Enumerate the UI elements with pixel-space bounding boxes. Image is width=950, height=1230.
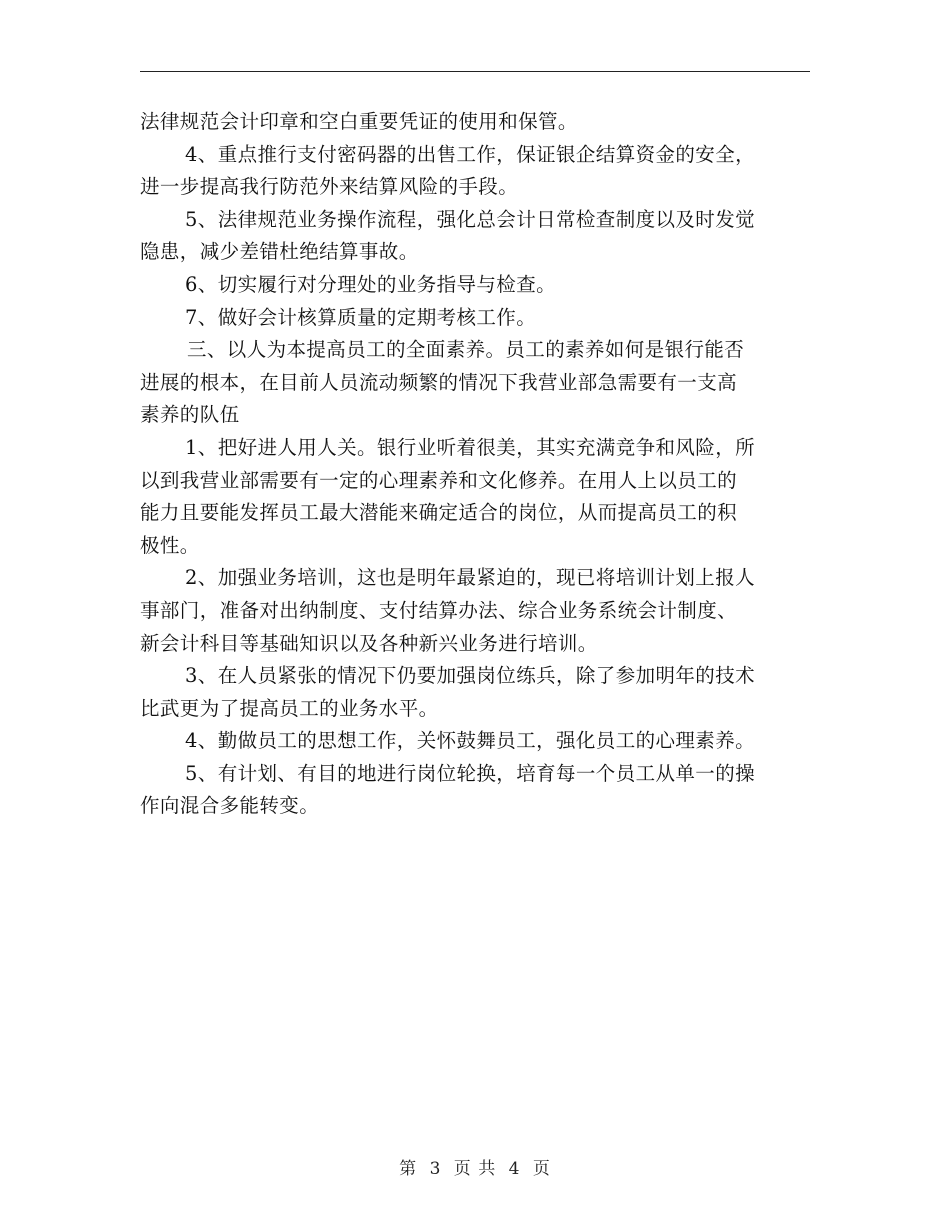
text-line: 2、加强业务培训，这也是明年最紧迫的，现已将培训计划上报人 bbox=[185, 566, 756, 590]
footer-prefix: 第 bbox=[399, 1159, 418, 1179]
text-line: 以到我营业部需要有一定的心理素养和文化修养。在用人上以员工的 bbox=[140, 468, 738, 492]
section-heading-line: 三、以人为本提高员工的全面素养。员工的素养如何是银行能否 bbox=[187, 338, 745, 362]
text-line: 新会计科目等基础知识以及各种新兴业务进行培训。 bbox=[140, 631, 598, 655]
footer-page-number: 3 bbox=[429, 1159, 442, 1179]
text-line: 5、法律规范业务操作流程，强化总会计日常检查制度以及时发觉 bbox=[185, 207, 756, 231]
text-line: 极性。 bbox=[140, 533, 200, 557]
text-line: 7、做好会计核算质量的定期考核工作。 bbox=[185, 305, 537, 329]
text-line: 4、重点推行支付密码器的出售工作，保证银企结算资金的安全， bbox=[185, 142, 756, 166]
text-line: 3、在人员紧张的情况下仍要加强岗位练兵，除了参加明年的技术 bbox=[185, 664, 756, 688]
text-line: 6、切实履行对分理处的业务指导与检查。 bbox=[185, 272, 557, 296]
text-line: 4、勤做员工的思想工作，关怀鼓舞员工，强化员工的心理素养。 bbox=[185, 729, 756, 753]
text-line: 5、有计划、有目的地进行岗位轮换，培育每一个员工从单一的操 bbox=[185, 761, 756, 785]
footer-total-pages: 4 bbox=[508, 1159, 521, 1179]
text-line: 作向混合多能转变。 bbox=[140, 794, 320, 818]
text-line: 比武更为了提高员工的业务水平。 bbox=[140, 696, 439, 720]
text-line: 进一步提高我行防范外来结算风险的手段。 bbox=[140, 175, 519, 199]
page-footer bbox=[0, 1154, 950, 1179]
footer-suffix: 页 bbox=[532, 1159, 551, 1179]
text-line: 能力且要能发挥员工最大潜能来确定适合的岗位，从而提高员工的积 bbox=[140, 501, 738, 525]
text-line: 法律规范会计印章和空白重要凭证的使用和保管。 bbox=[140, 110, 578, 133]
text-line: 事部门，准备对出纳制度、支付结算办法、综合业务系统会计制度、 bbox=[140, 598, 738, 622]
text-line: 进展的根本，在目前人员流动频繁的情况下我营业部急需要有一支高 bbox=[140, 370, 738, 394]
text-line: 1、把好进人用人关。银行业听着很美，其实充满竞争和风险，所 bbox=[185, 435, 756, 459]
footer-middle: 页 共 bbox=[453, 1159, 497, 1179]
document-body bbox=[140, 106, 815, 823]
header-rule bbox=[140, 71, 810, 72]
text-line: 素养的队伍 bbox=[140, 403, 240, 427]
text-line: 隐患，减少差错杜绝结算事故。 bbox=[140, 240, 419, 264]
